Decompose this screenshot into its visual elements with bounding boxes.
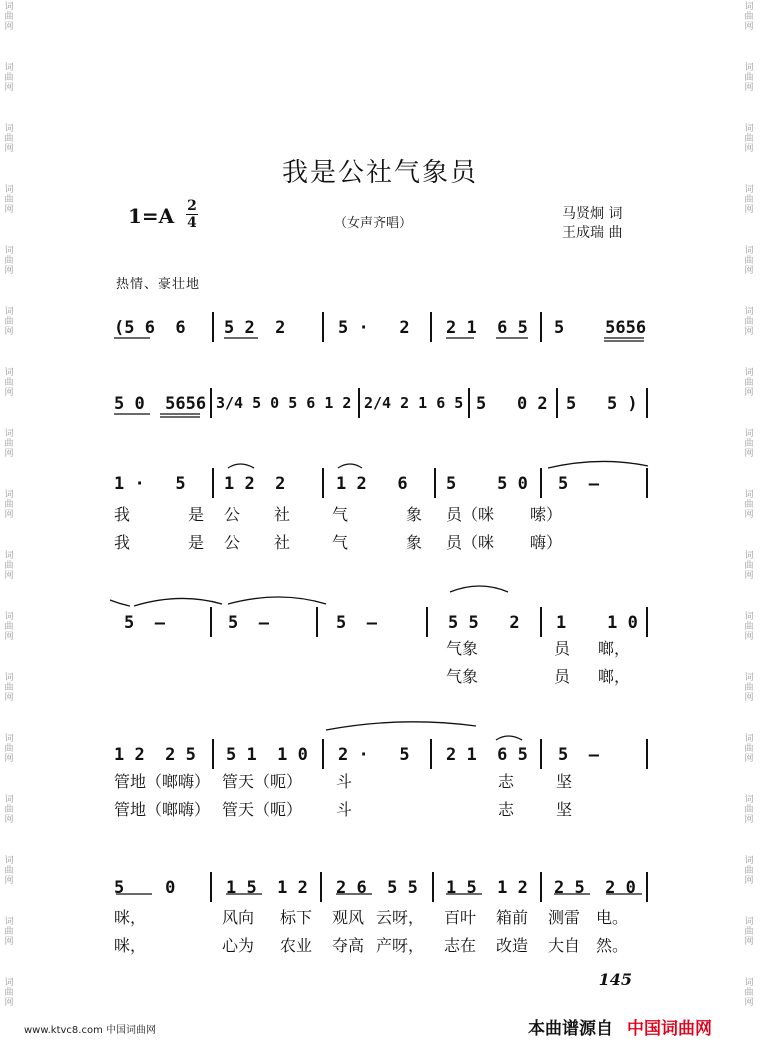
lyric: 坚 [556, 772, 573, 791]
measure: 1 5 1 2 [446, 878, 528, 898]
lyric: 管天（呃） [222, 800, 303, 819]
lyric: 志 [498, 800, 515, 819]
lyric: 嗦） [530, 505, 563, 524]
lyric: 员 [554, 639, 571, 658]
lyric: 我 [114, 505, 131, 524]
lyric: 管地（啷嗨） [114, 800, 211, 819]
watermark-text: 词曲网 [4, 551, 14, 581]
measure: 5 5656 [554, 318, 647, 338]
page-number: 145 [598, 970, 632, 989]
lyric: 标下 [280, 908, 313, 927]
watermark-text: 词曲网 [744, 307, 754, 337]
lyric: 电。 [596, 908, 629, 927]
tie-arc [134, 598, 222, 606]
source-label: 本曲谱源自 [528, 1019, 613, 1039]
watermark-text: 词曲网 [744, 551, 754, 581]
measure: 1 5 1 2 [226, 878, 308, 898]
performance-note: （女声齐唱） [334, 216, 413, 231]
measure: 5 0 [114, 878, 176, 898]
watermark-text: 词曲网 [4, 795, 14, 825]
watermark-text: 词曲网 [744, 734, 754, 764]
watermark-text: 词曲网 [744, 856, 754, 886]
lyric: 象 [406, 505, 423, 524]
time-signature-top: 2 [187, 198, 197, 214]
measure: 2 5 2 0 [554, 878, 636, 898]
lyric: 气象 [446, 667, 479, 686]
lyric: 坚 [556, 800, 573, 819]
measure: 5 5 ) [566, 394, 638, 414]
lyric: 斗 [336, 800, 353, 819]
lyric: 气象 [446, 639, 479, 658]
composer-credit: 王成瑞 曲 [562, 225, 623, 241]
slur-arc [228, 464, 254, 468]
watermark-text: 词曲网 [744, 63, 754, 93]
tempo-marking: 热情、豪壮地 [116, 277, 201, 292]
lyric: 改造 [496, 936, 529, 955]
watermark-text: 词曲网 [4, 246, 14, 276]
measure: 5 — [124, 613, 165, 633]
key-signature: 1=A [128, 204, 175, 228]
watermark-text: 词曲网 [4, 978, 14, 1008]
tie-arc [228, 597, 326, 604]
measure: 5 — [558, 474, 599, 494]
source-name: 中国词曲网 [627, 1019, 712, 1039]
slur-arc [496, 736, 522, 740]
watermark-text: 词曲网 [744, 978, 754, 1008]
watermark-text: 词曲网 [4, 2, 14, 32]
watermark-text: 词曲网 [744, 368, 754, 398]
tie-arc [110, 600, 130, 606]
watermark-text: 词曲网 [744, 917, 754, 947]
watermark-text: 词曲网 [744, 124, 754, 154]
time-signature-bottom: 4 [187, 215, 197, 231]
lyric: 志在 [444, 936, 477, 955]
measure: 5 5 2 [448, 613, 520, 633]
lyric: 公 [224, 505, 241, 524]
measure: 5 0 5656 [114, 394, 207, 414]
watermark-text: 词曲网 [744, 673, 754, 703]
slur-arc [326, 722, 476, 730]
footer-site: www.ktvc8.com 中国词曲网 [24, 1025, 157, 1036]
watermark-text: 词曲网 [744, 2, 754, 32]
measure: 2 6 5 5 [336, 878, 418, 898]
lyric: 员（咪 [446, 533, 495, 552]
lyric: 管天（呃） [222, 772, 303, 791]
measure: 5 · 2 [338, 318, 410, 338]
watermark-text: 词曲网 [744, 185, 754, 215]
watermark-text: 词曲网 [4, 185, 14, 215]
watermark-text: 词曲网 [4, 124, 14, 154]
measure: (5 6 6 [114, 318, 186, 338]
lyric: 社 [274, 505, 291, 524]
lyric: 农业 [280, 936, 313, 955]
watermark-text: 词曲网 [4, 63, 14, 93]
lyric: 大自 [548, 936, 581, 955]
watermark-text: 词曲网 [744, 246, 754, 276]
lyric: 啷， [598, 639, 631, 658]
lyric: 夺高 [332, 936, 365, 955]
lyric: 我 [114, 533, 131, 552]
lyric: 员（咪 [446, 505, 495, 524]
lyric: 社 [274, 533, 291, 552]
measure: 5 1 1 0 [226, 745, 308, 765]
watermark-text: 词曲网 [4, 673, 14, 703]
measure: 1 1 0 [556, 613, 638, 633]
measure: 5 — [228, 613, 269, 633]
measure: 2 1 6 5 [446, 745, 528, 765]
lyric: 产呀， [376, 936, 425, 955]
watermark-text: 词曲网 [4, 429, 14, 459]
measure: 1 2 2 5 [114, 745, 196, 765]
lyric: 志 [498, 772, 515, 791]
measure: 5 2 2 [224, 318, 286, 338]
lyric: 气 [332, 505, 349, 524]
measure: 5 5 0 [446, 474, 528, 494]
lyric: 员 [554, 667, 571, 686]
measure: 1 2 6 [336, 474, 408, 494]
lyric: 风向 [222, 908, 255, 927]
lyric: 是 [188, 533, 205, 552]
measure: 2/4 2 1 6 5 [364, 394, 464, 412]
watermark-text: 词曲网 [744, 795, 754, 825]
lyric: 心为 [222, 936, 255, 955]
slur-arc [338, 464, 362, 468]
measure: 1 2 2 [224, 474, 286, 494]
watermark-text: 词曲网 [744, 612, 754, 642]
measure: 3/4 5 0 5 6 1 2 [216, 394, 352, 412]
lyric: 公 [224, 533, 241, 552]
watermark-text: 词曲网 [4, 612, 14, 642]
song-title: 我是公社气象员 [281, 158, 478, 188]
watermark-text: 词曲网 [4, 307, 14, 337]
watermark-text: 词曲网 [744, 490, 754, 520]
measure: 2 · 5 [338, 745, 410, 765]
lyric: 百叶 [444, 908, 477, 927]
lyric: 云呀， [376, 908, 425, 927]
lyric: 是 [188, 505, 205, 524]
watermark-text: 词曲网 [4, 856, 14, 886]
lyric: 嗨） [530, 533, 563, 552]
lyric: 啷， [598, 667, 631, 686]
watermark-text: 词曲网 [744, 429, 754, 459]
lyricist-credit: 马贤炯 词 [562, 206, 623, 222]
measure: 2 1 6 5 [446, 318, 528, 338]
lyric: 测雷 [548, 908, 581, 927]
lyric: 咪， [114, 908, 147, 927]
lyric: 斗 [336, 772, 353, 791]
lyric: 箱前 [496, 908, 529, 927]
slur-arc [450, 586, 508, 592]
measure: 1 · 5 [114, 474, 186, 494]
watermark-text: 词曲网 [4, 490, 14, 520]
lyric: 然。 [596, 936, 629, 955]
watermark-text: 词曲网 [4, 368, 14, 398]
measure: 5 — [558, 745, 599, 765]
measure: 5 0 2 [476, 394, 548, 414]
tie-arc [548, 461, 648, 468]
lyric: 管地（啷嗨） [114, 772, 211, 791]
lyric: 气 [332, 533, 349, 552]
measure: 5 — [336, 613, 377, 633]
footer-source [528, 1014, 712, 1039]
lyric: 象 [406, 533, 423, 552]
lyric: 观风 [332, 908, 365, 927]
lyric: 咪， [114, 936, 147, 955]
watermark-text: 词曲网 [4, 917, 14, 947]
watermark-text: 词曲网 [4, 734, 14, 764]
